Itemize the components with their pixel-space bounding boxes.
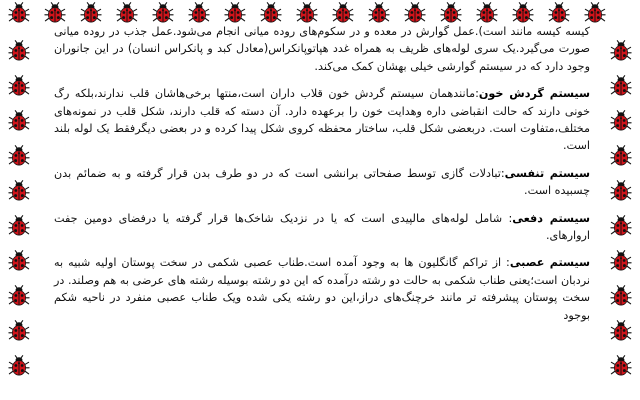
ladybug-icon bbox=[8, 320, 30, 342]
paragraph-excretory bbox=[54, 210, 590, 245]
excretory-heading: سیستم دفعی bbox=[512, 211, 590, 225]
respiratory-heading: سیستم تنفسی bbox=[504, 166, 590, 180]
ladybug-icon bbox=[224, 2, 246, 24]
ladybug-icon bbox=[404, 2, 426, 24]
excretory-line-1: : شامل لوله‌های مالپیدی است که یا در نزدیک شاخک‌ها قرار گرفته یا درفضای bbox=[118, 211, 513, 225]
ladybug-icon bbox=[610, 320, 632, 342]
digestion-line-4: خیلی بهشان کمک می‌کند. bbox=[314, 59, 434, 73]
ladybug-icon bbox=[8, 180, 30, 202]
ladybug-icon bbox=[8, 285, 30, 307]
digestion-line-3: هپاتوپانکراس(معادل کبد و پانکراس انسان) در این جانوران وجود دارد که در سیستم گوارشی bbox=[54, 42, 590, 73]
ladybug-icon bbox=[8, 110, 30, 132]
ladybug-icon bbox=[512, 2, 534, 24]
paragraph-nervous bbox=[54, 254, 590, 324]
circulatory-line-4: محفظه کروی شکل پیدا کرده و در بعضی دیگرفقط یک لوله بلند است. bbox=[54, 122, 590, 153]
paragraph-respiratory bbox=[54, 165, 590, 200]
ladybug-icon bbox=[296, 2, 318, 24]
nervous-line-1: : از تراکم گانگلیون ها به وجود آمده است.طناب عصبی شکمی در سخت bbox=[159, 256, 510, 270]
ladybug-icon bbox=[610, 250, 632, 272]
ladybug-icon bbox=[44, 2, 66, 24]
ladybug-icon bbox=[610, 215, 632, 237]
ladybug-icon bbox=[8, 215, 30, 237]
ladybug-icon bbox=[8, 75, 30, 97]
ladybug-icon bbox=[80, 2, 102, 24]
ladybug-icon bbox=[8, 355, 30, 377]
excretory-line-2: دومین جفت اروارهای. bbox=[54, 211, 590, 243]
nervous-line-2: پوستان اولیه شبیه به نردبان است؛یعنی طناب شکمی به حالت دو رشته درآمده که این دو bbox=[54, 256, 590, 287]
ladybug-icon bbox=[152, 2, 174, 24]
respiratory-line-2: به ضمائم بدن چسبیده است. bbox=[54, 166, 590, 198]
nervous-heading: سیستم عصبی bbox=[509, 256, 590, 270]
nervous-line-3: رشته بوسیله رشته های عرضی به هم وصلند. در سخت پوستان پیشرفته تر مانند bbox=[54, 273, 590, 305]
left-ladybug-border bbox=[0, 0, 40, 400]
nervous-line-4: خرچنگ‌های دراز،این دو رشته یکی شده ویک طناب عصبی منفرد در ناحیه شکم بوجود bbox=[54, 291, 590, 322]
ladybug-icon bbox=[332, 2, 354, 24]
ladybug-icon bbox=[188, 2, 210, 24]
ladybug-icon bbox=[440, 2, 462, 24]
ladybug-icon bbox=[610, 40, 632, 62]
ladybug-icon bbox=[8, 250, 30, 272]
paragraph-circulatory bbox=[54, 85, 590, 155]
right-ladybug-border bbox=[600, 0, 640, 400]
ladybug-icon bbox=[548, 2, 570, 24]
ladybug-icon bbox=[610, 180, 632, 202]
ladybug-icon bbox=[610, 285, 632, 307]
circulatory-line-1: :مانندهمان سیستم گردش خون قلاب داران است،منتها برخی‌هاشان قلب bbox=[129, 87, 479, 101]
ladybug-icon bbox=[610, 75, 632, 97]
ladybug-icon bbox=[8, 40, 30, 62]
ladybug-icon bbox=[476, 2, 498, 24]
respiratory-line-1: :تبادلات گازی توسط صفحاتی برانشی است که در دو طرف بدن قرار گرفته و bbox=[125, 166, 505, 180]
document-body bbox=[54, 23, 590, 334]
ladybug-icon bbox=[610, 355, 632, 377]
digestion-line-1: کیسه کیسه مانند است).عمل گوارش در معده و در سکوم‌های روده میانی انجام می‌شود.عمل bbox=[151, 25, 590, 38]
circulatory-heading: سیستم گردش خون bbox=[478, 87, 590, 101]
ladybug-icon bbox=[610, 145, 632, 167]
ladybug-icon bbox=[610, 110, 632, 132]
circulatory-line-2: ندارند،بلکه رگ خونی دارند که حالت انقباضی داره وهدایت خون را برعهده دارد. آن دسته bbox=[54, 87, 591, 118]
circulatory-line-3: که قلب دارند، شکل قلب در نمونه‌های مختلف،متفاوت است. دربعضی شکل قلب، ساختار bbox=[54, 104, 590, 136]
ladybug-icon bbox=[8, 145, 30, 167]
ladybug-icon bbox=[260, 2, 282, 24]
digestion-line-2: جذب در روده میانی صورت می‌گیرد.یک سری لوله‌های ظریف به همراه غدد bbox=[54, 25, 591, 56]
paragraph-digestion bbox=[54, 23, 590, 75]
ladybug-icon bbox=[368, 2, 390, 24]
ladybug-icon bbox=[116, 2, 138, 24]
